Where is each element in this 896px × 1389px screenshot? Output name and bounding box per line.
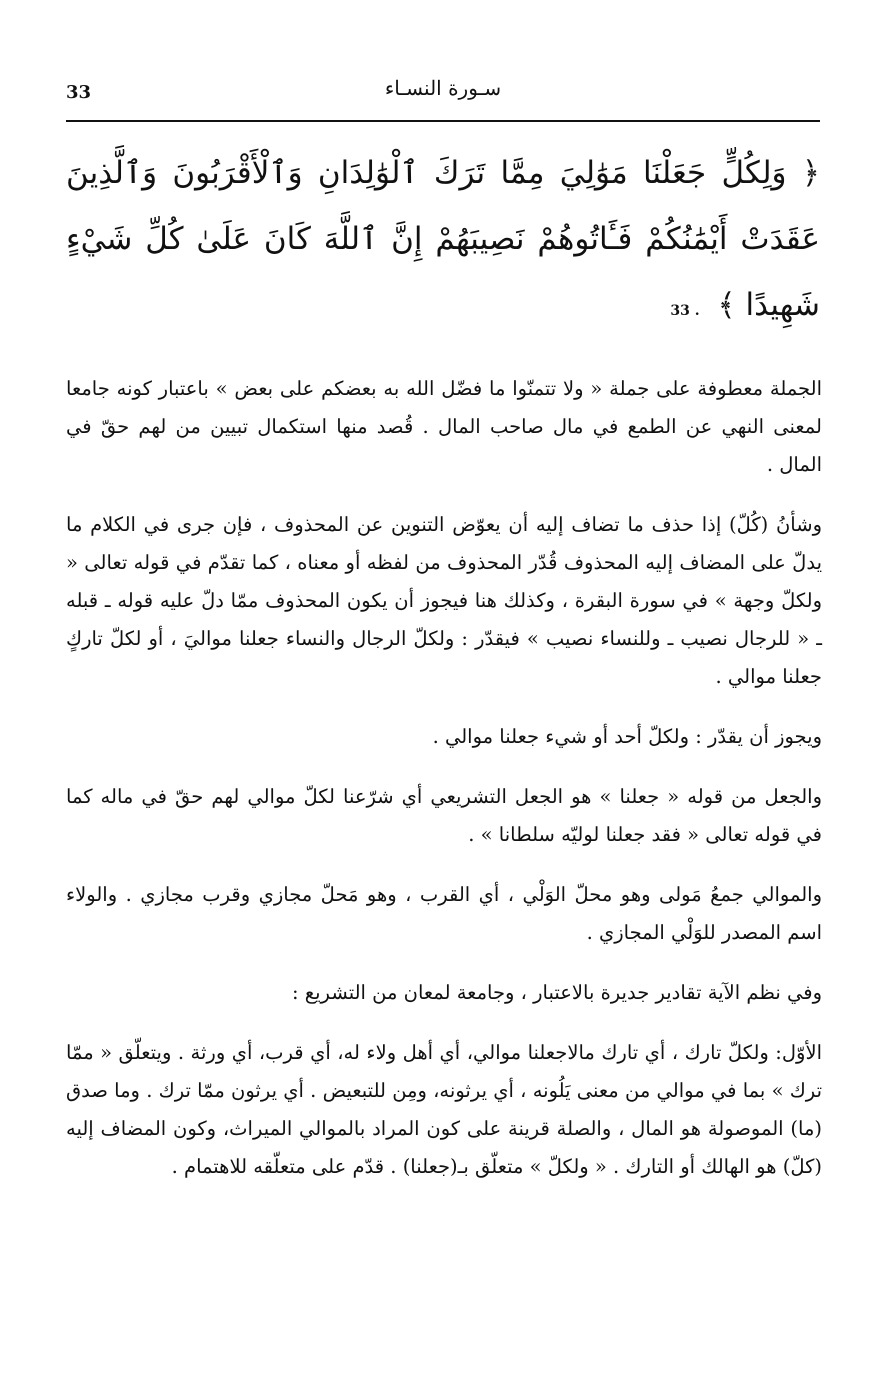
- paragraph: الأوّل: ولكلّ تارك ، أي تارك مالاجعلنا موالي، أي أهل ولاء له، أي قرب، أي ورثة . ويتعلّق « ممّا ترك » بما في موالي من معنى يَلُونه ، أي يرثونه، ومِن للتبعيض . أي يرثون ممّا ترك . وما صدق (ما) الموصولة هو المال ، والصلة قرينة على كون المراد بالموالي الميراث، وكون المضاف إليه (كلّ) هو الهالك أو التارك . « ولكلّ » متعلّق بـ(جعلنا) . قدّم على متعلّقه للاهتمام .: [66, 1041, 822, 1178]
- paragraph: والموالي جمعُ مَولى وهو محلّ الوَلْي ، أي القرب ، وهو مَحلّ مجازي وقرب مجازي . والولاء اسم المصدر للوَلْي المجازي .: [66, 883, 822, 944]
- verse-close-bracket: ﴾: [717, 287, 736, 323]
- paragraph: وفي نظم الآية تقادير جديرة بالاعتبار ، وجامعة لمعان من التشريع :: [291, 981, 822, 1004]
- verse-text: وَلِكُلٍّ جَعَلْنَا مَوَٰلِيَ مِمَّا تَرَكَ ٱلْوَٰلِدَانِ وَٱلْأَقْرَبُونَ وَٱلَّذِينَ عَقَدَتْ أَيْمَٰنُكُمْ فَـَٔاتُوهُمْ نَصِيبَهُمْ إِنَّ ٱللَّهَ كَانَ عَلَىٰ كُلِّ شَيْءٍ شَهِيدًا: [66, 155, 820, 323]
- quran-verse: [66, 140, 820, 344]
- paragraph: والجعل من قوله « جعلنا » هو الجعل التشريعي أي شرّعنا لكلّ موالي لهم حقّ في ماله كما في قوله تعالى « فقد جعلنا لوليّه سلطانا » .: [66, 785, 822, 846]
- page-number: 33: [66, 82, 92, 103]
- paragraph: ويجوز أن يقدّر : ولكلّ أحد أو شيء جعلنا موالي .: [432, 725, 822, 748]
- surah-title: سـورة النسـاء: [384, 76, 502, 100]
- paragraph: الجملة معطوفة على جملة « ولا تتمنّوا ما فضّل الله به بعضكم على بعض » باعتبار كونه جامعا لمعنى النهي عن الطمع في مال صاحب المال . قُصد منها استكمال تبيين من لهم حقّ في المال .: [66, 377, 822, 476]
- header-divider: [66, 120, 820, 122]
- page-header: [66, 70, 820, 114]
- tafsir-body: [66, 370, 822, 1208]
- paragraph: وشأنُ (كُلّ) إذا حذف ما تضاف إليه أن يعوّض التنوين عن المحذوف ، فإن جرى في الكلام ما يدلّ على المضاف إليه المحذوف قُدّر المحذوف من لفظه أو معناه ، كما تقدّم في قوله تعالى « ولكلّ وجهة » في سورة البقرة ، وكذلك هنا فيجوز أن يكون المحذوف ممّا دلّ عليه قوله ـ قبله ـ « للرجال نصيب ـ وللنساء نصيب » فيقدّر : ولكلّ الرجال والنساء جعلنا مواليَ ، أو لكلّ تاركٍ جعلنا موالي .: [66, 513, 822, 688]
- verse-number: . 33: [670, 303, 700, 319]
- verse-open-bracket: ﴿: [801, 155, 820, 191]
